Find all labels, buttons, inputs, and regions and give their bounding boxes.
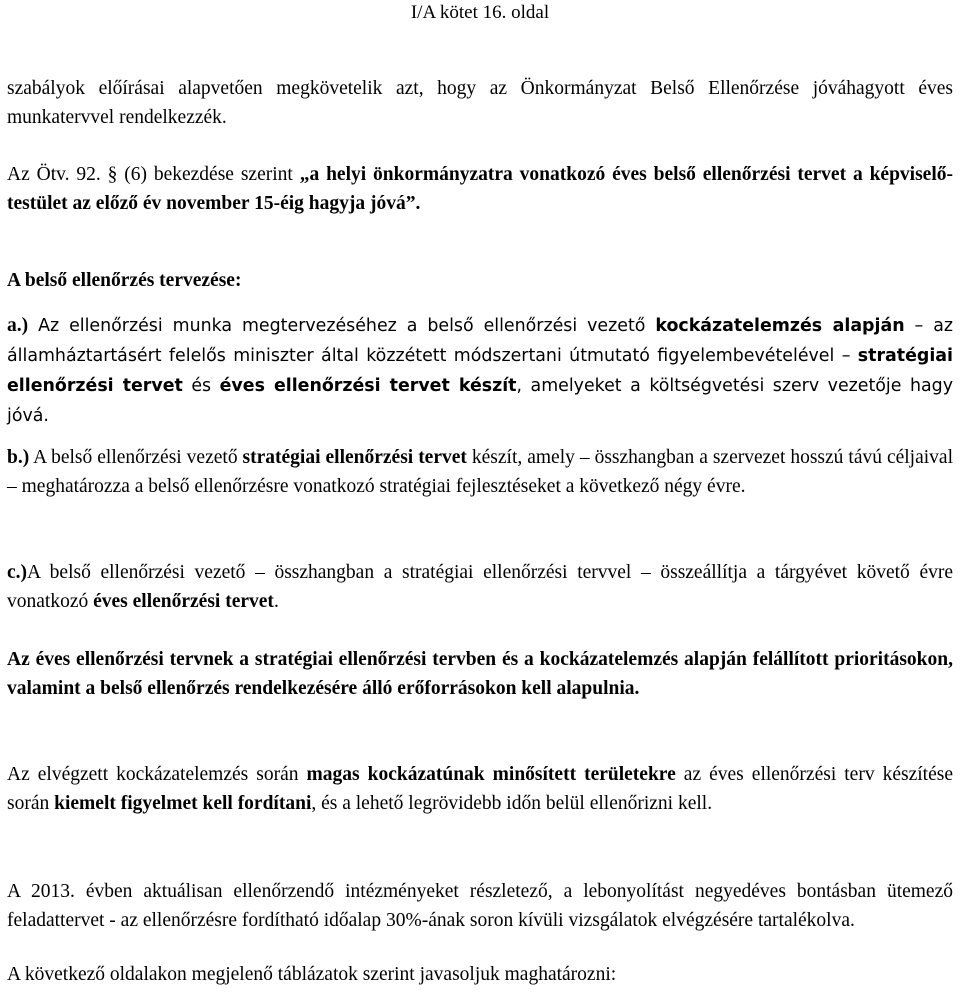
paragraph-a-bold-3: éves ellenőrzési tervet készít bbox=[219, 376, 517, 396]
paragraph-tables-intro: A következő oldalakon megjelenő táblázatok szerint javasoljuk maghatározni: bbox=[7, 964, 617, 985]
paragraph-b-text-2: készít, amely – összhangban a szervezet hosszú távú céljaival – meghatározza a belső ellenőrzésre vonatkozó stratégiai fejlesztéseket a következő négy évre. bbox=[7, 447, 953, 497]
paragraph-regulations: szabályok előírásai alapvetően megkövetelik azt, hogy az Önkormányzat Belső Ellenőrzése jóváhagyott éves munkatervvel rendelkezzék. bbox=[7, 78, 953, 128]
running-header: I/A kötet 16. oldal bbox=[410, 2, 550, 23]
paragraph-b-label: b.) bbox=[7, 447, 30, 468]
paragraph-risk-bold-2: kiemelt figyelmet kell fordítani bbox=[54, 793, 312, 814]
paragraph-c-text-1: A belső ellenőrzési vezető – összhangban a stratégiai ellenőrzési tervvel – összeállítja a tárgyévet követő évre vonatkozó bbox=[7, 562, 953, 612]
paragraph-risk-text-2: az éves ellenőrzési terv készítése során bbox=[7, 764, 953, 814]
paragraph-c-label: c.) bbox=[7, 562, 28, 583]
paragraph-a-label: a.) bbox=[7, 315, 29, 336]
paragraph-a-text-3: és bbox=[182, 376, 220, 396]
paragraph-c bbox=[7, 558, 953, 616]
paragraph-c-bold-1: éves ellenőrzési tervet bbox=[93, 591, 274, 612]
paragraph-a-text-1: Az ellenőrzési munka megtervezéséhez a belső ellenőrzési vezető bbox=[28, 316, 656, 336]
paragraph-otv bbox=[7, 160, 953, 218]
paragraph-annual-plan-bold: Az éves ellenőrzési tervnek a stratégiai ellenőrzési tervben és a kockázatelemzés alapján felállított prioritásokon, valamint a belső ellenőrzés rendelkezésére álló erőforrásokon kell alapulnia. bbox=[7, 649, 953, 699]
section-heading: A belső ellenőrzés tervezése: bbox=[7, 270, 242, 291]
paragraph-b-text-1: A belső ellenőrzési vezető bbox=[29, 447, 243, 468]
paragraph-a bbox=[7, 311, 953, 431]
paragraph-b-bold-1: stratégiai ellenőrzési tervet bbox=[242, 447, 467, 468]
otv-intro: Az Ötv. 92. § (6) bekezdése szerint bbox=[7, 164, 300, 185]
paragraph-2013: A 2013. évben aktuálisan ellenőrzendő intézményeket részletező, a lebonyolítást negyedéves bontásban ütemező feladattervet - az ellenőrzésre fordítható időalap 30%-ának soron kívüli vizsgálatok elvégzésére tartalékolva. bbox=[7, 881, 953, 931]
paragraph-risk-text-1: Az elvégzett kockázatelemzés során bbox=[7, 764, 307, 785]
paragraph-risk-text-3: , és a lehető legrövidebb időn belül ellenőrizni kell. bbox=[311, 793, 713, 814]
paragraph-a-bold-2: stratégiai ellenőrzési tervet bbox=[7, 346, 953, 396]
otv-quote: „a helyi önkormányzatra vonatkozó éves belső ellenőrzési tervet a képviselő-testület az előző év november 15-éig hagyja jóvá”. bbox=[7, 164, 953, 214]
paragraph-c-text-2: . bbox=[273, 591, 279, 612]
paragraph-a-bold-1: kockázatelemzés alapján bbox=[655, 316, 905, 336]
paragraph-a-text-2: – az államháztartásért felelős miniszter által közzétett módszertani útmutató figyelembevételével – bbox=[7, 316, 953, 366]
paragraph-risk bbox=[7, 760, 953, 818]
paragraph-a-text-4: , amelyeket a költségvetési szerv vezetője hagy jóvá. bbox=[7, 376, 953, 426]
paragraph-risk-bold-1: magas kockázatúnak minősített területekre bbox=[306, 764, 676, 785]
paragraph-b bbox=[7, 443, 953, 501]
